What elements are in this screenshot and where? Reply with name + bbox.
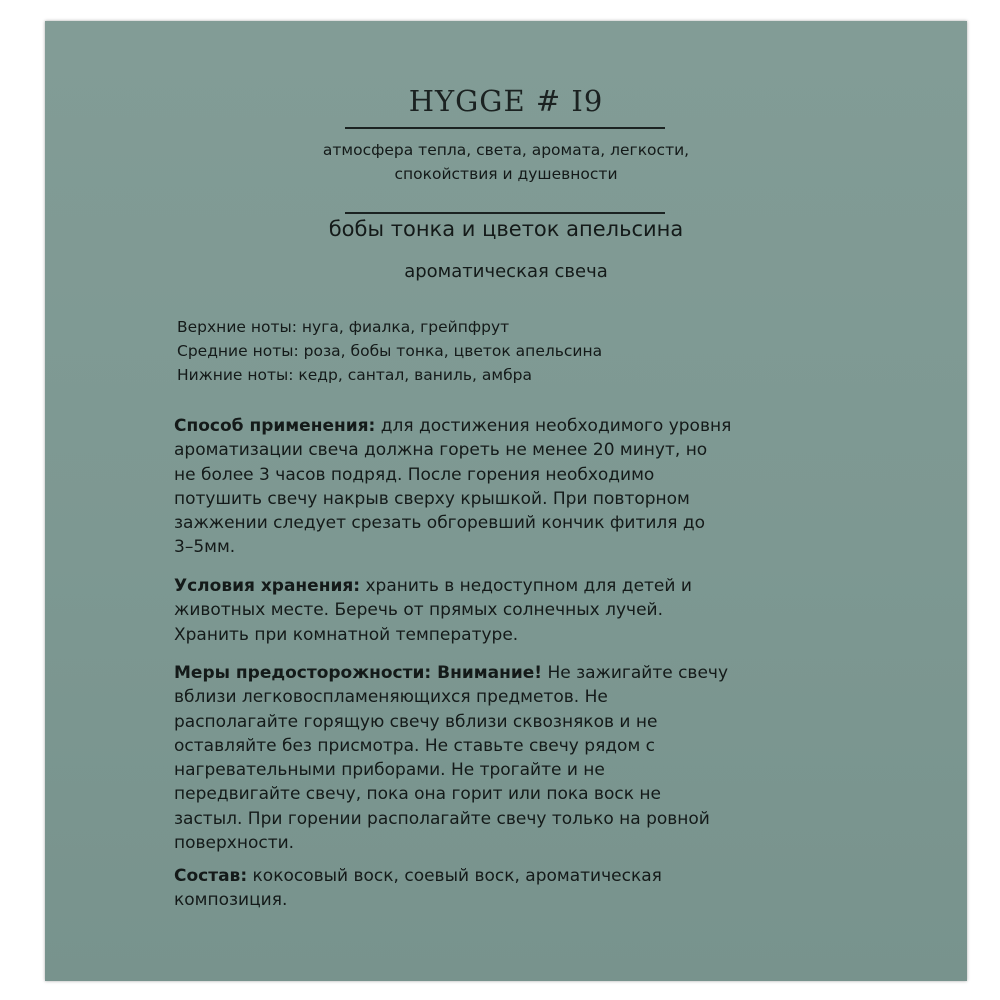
divider-top [345, 127, 665, 129]
usage-text: потушить свечу накрыв сверху крышкой. При повторном [174, 488, 690, 509]
composition-heading: Состав: [174, 866, 248, 886]
warnings-text: располагайте горящую свечу вблизи сквозняков и не [174, 711, 658, 732]
brand-title: HYGGE # I9 [408, 84, 604, 118]
usage-section [174, 414, 834, 560]
composition-section [174, 864, 834, 913]
warnings-text: Не зажигайте свечу [542, 663, 729, 683]
storage-section [174, 574, 834, 647]
composition-text: кокосовый воск, соевый воск, ароматическая [247, 866, 662, 886]
tagline-line: спокойствия и душевности [394, 165, 618, 183]
warnings-text: вблизи легковоспламеняющихся предметов. Не [174, 687, 608, 708]
usage-text: зажжении следует срезать обгоревший кончик фитиля до [174, 513, 706, 534]
warnings-text: передвигайте свечу, пока она горит или пока воск не [174, 784, 661, 805]
tagline [45, 138, 967, 186]
usage-text: для достижения необходимого уровня [375, 416, 732, 436]
notes-middle: Средние ноты: роза, бобы тонка, цветок апельсина [177, 342, 603, 360]
usage-text: не более 3 часов подряд. После горения необходимо [174, 464, 655, 485]
storage-text: хранить в недоступном для детей и [360, 576, 692, 596]
composition-text: композиция. [174, 890, 288, 911]
usage-text: 3–5мм. [174, 537, 236, 558]
storage-text: Хранить при комнатной температуре. [174, 624, 519, 645]
divider-bottom [345, 212, 665, 214]
warnings-section [174, 661, 834, 855]
scent-name: бобы тонка и цветок апельсина [328, 217, 684, 241]
notes-top: Верхние ноты: нуга, фиалка, грейпфрут [177, 318, 510, 336]
storage-text: животных месте. Беречь от прямых солнечных лучей. [174, 600, 663, 621]
notes-base: Нижние ноты: кедр, сантал, ваниль, амбра [177, 366, 532, 384]
fragrance-notes [177, 315, 602, 387]
usage-heading: Способ применения: [174, 416, 376, 436]
tagline-line: атмосфера тепла, света, аромата, легкости, [322, 141, 690, 159]
product-type: ароматическая свеча [404, 261, 608, 282]
usage-text: ароматизации свеча должна гореть не менее 20 минут, но [174, 440, 708, 461]
warnings-text: нагревательными приборами. Не трогайте и не [174, 760, 605, 781]
warnings-text: застыл. При горении располагайте свечу только на ровной [174, 808, 710, 829]
warnings-heading: Меры предосторожности: Внимание! [174, 663, 543, 683]
warnings-text: оставляйте без присмотра. Не ставьте свечу рядом с [174, 735, 656, 756]
candle-box-label [45, 21, 967, 981]
warnings-text: поверхности. [174, 833, 295, 854]
storage-heading: Условия хранения: [174, 576, 361, 596]
